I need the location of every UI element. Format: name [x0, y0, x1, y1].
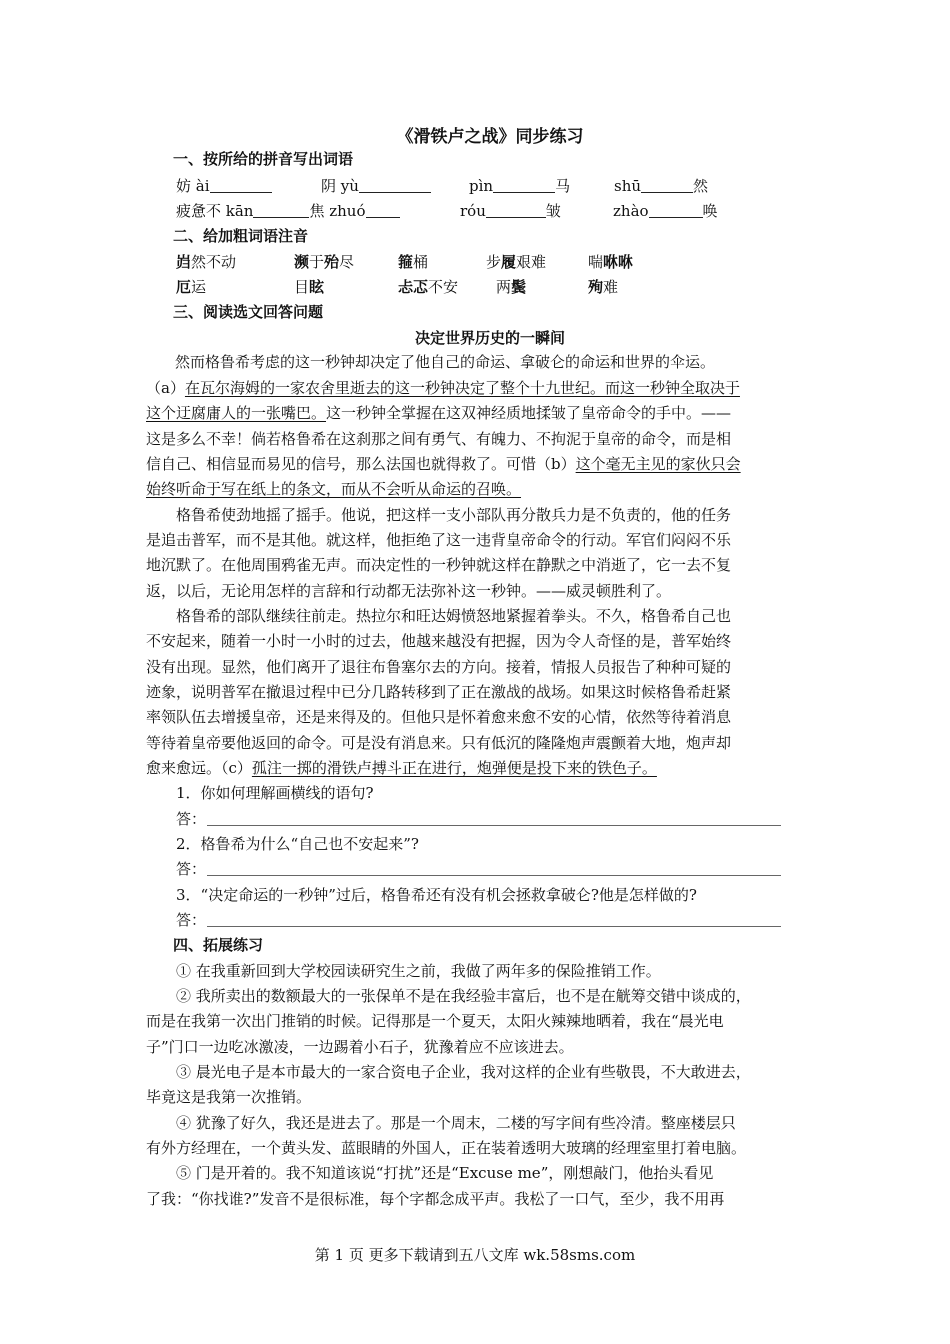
paragraph-line: 地沉默了。在他周围鸦雀无声。而决定性的一秒钟就这样在静默之中消逝了，它一去不复 [146, 556, 732, 574]
pinyin-item: 妨 ài [176, 174, 272, 199]
paragraph-line: 格鲁希使劲地摇了摇手。他说，把这样一支小部队再分散兵力是不负责的，他的任务 [176, 506, 732, 524]
page-footer: 第 1 页 更多下载请到五八文库 wk.58sms.com [314, 1246, 636, 1264]
phonetic-item: 箍桶 [398, 253, 429, 271]
paragraph-line: 没有出现。显然，他们离开了退往布鲁塞尔去的方向。接着，情报人员报告了种种可疑的 [146, 658, 732, 676]
answer-line[interactable] [207, 875, 781, 876]
pinyin-item: zhào 唤 [613, 202, 718, 220]
question-2: 2．格鲁希为什么“自己也不安起来”? [176, 835, 419, 853]
phonetic-item: 殉难 [588, 278, 619, 296]
section2-heading: 二、给加粗词语注音 [173, 227, 309, 245]
paragraph-line: 这个迂腐庸人的一张嘴巴。这一秒钟全掌握在这双神经质地揉皱了皇帝命令的手中。—— [146, 404, 732, 422]
paragraph-line: 始终听命于写在纸上的条文，而从不会听从命运的召唤。 [146, 480, 522, 498]
paragraph-line: 了我：“你找谁?”发音不是很标准，每个字都念成平声。我松了一口气，至少，我不用再 [146, 1190, 725, 1208]
paragraph-line: 这是多么不幸！倘若格鲁希在这刹那之间有勇气、有魄力、不拘泥于皇帝的命令，而是相 [146, 430, 732, 448]
phonetic-item: 厄运 [176, 278, 207, 296]
paragraph-line: 迹象，说明普军在撤退过程中已分几路转移到了正在激战的战场。如果这时候格鲁希赶紧 [146, 683, 732, 701]
phonetic-item: 岿然不动 [176, 253, 237, 271]
phonetic-item: 步履艰难 [486, 253, 547, 271]
paragraph-line: ⑤ 门是开着的。我不知道该说“打扰”还是“Excuse me”，刚想敲门，他抬头看见 [176, 1164, 714, 1182]
pinyin-item: 阴 yù [321, 174, 431, 199]
phonetic-item: 两鬓 [496, 278, 527, 296]
paragraph-line: 率领队伍去增援皇帝，还是来得及的。但他只是怀着愈来愈不安的心情，依然等待着消息 [146, 708, 732, 726]
phonetic-item: 濒于殆尽 [294, 253, 355, 271]
section4-heading: 四、拓展练习 [173, 936, 264, 954]
paragraph-line: 而是在我第一次出门推销的时候。记得那是一个夏天，太阳火辣辣地晒着，我在“晨光电 [146, 1012, 724, 1030]
paragraph-line: ① 在我重新回到大学校园读研究生之前，我做了两年多的保险推销工作。 [176, 962, 661, 980]
paragraph-line: 是追击普军，而不是其他。就这样，他拒绝了这一违背皇帝命令的行动。军官们闷闷不乐 [146, 531, 732, 549]
phonetic-item: 喘咻咻 [588, 253, 634, 271]
paragraph-line: ③ 晨光电子是本市最大的一家合资电子企业，我对这样的企业有些敬畏，不大敢进去， [176, 1063, 751, 1081]
paragraph-line: 毕竟这是我第一次推销。 [146, 1088, 312, 1106]
paragraph-line: ④ 犹豫了好久，我还是进去了。那是一个周末，二楼的写字间有些冷清。整座楼层只 [176, 1114, 736, 1132]
paragraph-line: 返，以后，无论用怎样的言辞和行动都无法弥补这一秒钟。——威灵顿胜利了。 [146, 582, 672, 600]
answer-label: 答： [176, 911, 207, 929]
section3-heading: 三、阅读选文回答问题 [173, 303, 324, 321]
paragraph-line: 等待着皇帝要他返回的命令。可是没有消息来。只有低沉的隆隆炮声震颤着大地，炮声却 [146, 734, 732, 752]
section1-heading: 一、按所给的拼音写出词语 [173, 150, 354, 168]
question-1: 1．你如何理解画横线的语句? [176, 784, 374, 802]
paragraph-line: 有外方经理在，一个黄头发、蓝眼睛的外国人，正在装着透明大玻璃的经理室里打着电脑。 [146, 1139, 747, 1157]
paragraph-line: 不安起来，随着一小时一小时的过去，他越来越没有把握，因为令人奇怪的是，普军始终 [146, 632, 732, 650]
paragraph-line: 格鲁希的部队继续往前走。热拉尔和旺达姆愤怒地紧握着拳头。不久，格鲁希自己也 [176, 607, 732, 625]
pinyin-item: róu 皱 [460, 202, 561, 220]
paragraph-line: ② 我所卖出的数额最大的一张保单不是在我经验丰富后，也不是在觥筹交错中谈成的， [176, 987, 751, 1005]
pinyin-item: shū 然 [614, 177, 709, 195]
paragraph-line: 子”门口一边吃冰激凌，一边踢着小石子，犹豫着应不应该进去。 [146, 1038, 574, 1056]
answer-label: 答： [176, 810, 207, 828]
paragraph-line: （a）在瓦尔海姆的一家农舍里逝去的这一秒钟决定了整个十九世纪。而这一秒钟全取决于 [146, 379, 740, 397]
answer-line[interactable] [207, 926, 781, 927]
paragraph-line: 然而格鲁希考虑的这一秒钟却决定了他自己的命运、拿破仑的命运和世界的伞运。 [175, 353, 716, 371]
paragraph-line: 愈来愈远。（c）孤注一掷的滑铁卢搏斗正在进行，炮弹便是投下来的铁色子。 [146, 759, 657, 777]
page-title: 《滑铁卢之战》同步练习 [396, 127, 584, 147]
answer-label: 答： [176, 860, 207, 878]
answer-line[interactable] [207, 825, 781, 826]
question-3: 3．“决定命运的一秒钟”过后，格鲁希还有没有机会拯救拿破仑?他是怎样做的? [176, 886, 697, 904]
paragraph-line: 信自己、相信显而易见的信号，那么法国也就得救了。可惜（b）这个毫无主见的家伙只会 [146, 455, 741, 473]
pinyin-item: 疲惫不 kān 焦 zhuó [176, 199, 400, 224]
phonetic-item: 目眩 [294, 278, 325, 296]
phonetic-item: 忐忑不安 [398, 278, 459, 296]
passage-title: 决定世界历史的一瞬间 [414, 329, 565, 347]
pinyin-item: pìn 马 [469, 177, 571, 195]
